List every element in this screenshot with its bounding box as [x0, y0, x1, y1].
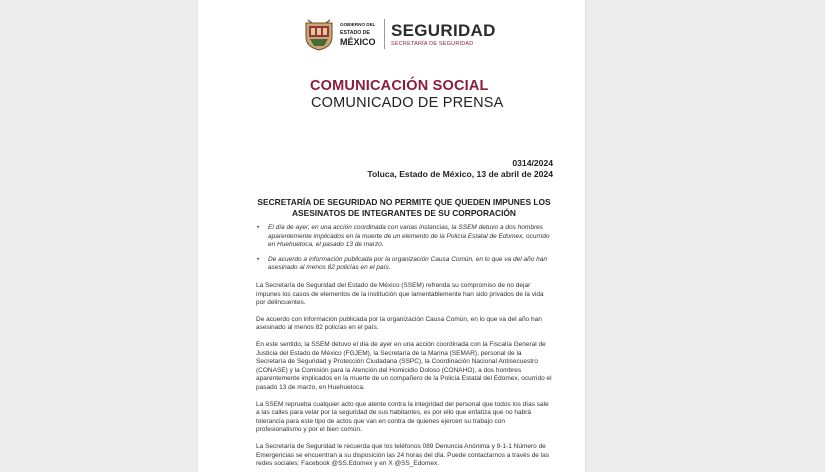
place-and-date: Toluca, Estado de México, 13 de abril de 2024: [367, 169, 553, 179]
agency-subtitle: SECRETARÍA DE SEGURIDAD: [391, 40, 474, 47]
section-title: COMUNICACIÓN SOCIAL: [310, 78, 489, 94]
paragraph: La Secretaría de Seguridad del Estado de México (SSEM) refrenda su compromiso de no dejar impunes los casos de elementos de la institución que lamentablemente han sido privados de la vida por delincuentes.: [256, 282, 544, 307]
body-text: [256, 282, 552, 472]
agency-name: SEGURIDAD: [391, 20, 496, 40]
coat-of-arms-icon: [302, 17, 336, 51]
bullet-icon: •: [257, 255, 260, 263]
gov-line-1: GOBIERNO DEL: [340, 22, 376, 27]
release-number: 0314/2024: [512, 158, 553, 168]
paragraph: La SSEM reprueba cualquier acto que atente contra la integridad del personal que todos los días sale a las calles para velar por la seguridad de sus habitantes, es por ello que enfatiza que no habrá tolerancia para este tipo de actos que van en contra de quienes ejercen su trabajo con profesionalismo y por el bien común.: [256, 400, 549, 434]
headline: SECRETARÍA DE SEGURIDAD NO PERMITE QUE QUEDEN IMPUNES LOS ASESINATOS DE INTEGRANTES DE SU CORPORACIÓN: [257, 197, 551, 218]
bullet-item: [256, 224, 552, 250]
summary-bullets: [256, 224, 552, 279]
letterhead: [302, 16, 512, 52]
bullet-item: [256, 256, 552, 273]
bullet-text: De acuerdo a información publicada por la organización Causa Común, en lo que va del año han asesinado al menos 82 policías en el país.: [268, 255, 547, 272]
header-divider: [384, 19, 385, 49]
bullet-icon: •: [257, 224, 260, 231]
paragraph: La Secretaría de Seguridad le recuerda que los teléfonos 089 Denuncia Anónima y 9-1-1 Número de Emergencias se encuentran a su disposición las 24 horas del día. Puede contactarnos a través de las redes sociales: Facebook @SS.Edomex y en X @SS_Edomex.: [256, 442, 550, 468]
paragraph: De acuerdo con información publicada por la organización Causa Común, en lo que va del año han asesinado al menos 82 policías en el país.: [256, 315, 542, 332]
agency-logo: [391, 22, 496, 47]
bullet-text: El día de ayer, en una acción coordinada con varias instancias, la SSEM detuvo a dos hombres aparentemente implicados en la muerte de un elemento de la Policía Estatal de Edomex, ocurrido en Huehuetoca, el pasado 13 de marzo.: [268, 224, 550, 249]
press-release-page: [198, 0, 585, 472]
paragraph: En este sentido, la SSEM detuvo el día de ayer en una acción coordinada con la Fiscalía General de Justicia del Estado de México (FGJEM), la Secretaría de la Marina (SEMAR), personal de la Secretaría de Seguridad y Protección Ciudadana (SSPC), la Coordinación Nacional Antisecuestro (CONASE) y la Comisión para la Atención del Homicidio Doloso (CONAHO), a dos hombres aparentemente implicados en la muerte de un compañero de la Policía Estatal del Edomex, ocurrido el pasado 13 de marzo, en Huehuetoca.: [256, 340, 552, 391]
state-government-label: [340, 21, 380, 47]
gov-line-3: MÉXICO: [340, 37, 376, 47]
document-type-title: COMUNICADO DE PRENSA: [311, 95, 504, 111]
gov-line-2: ESTADO DE: [340, 30, 370, 36]
